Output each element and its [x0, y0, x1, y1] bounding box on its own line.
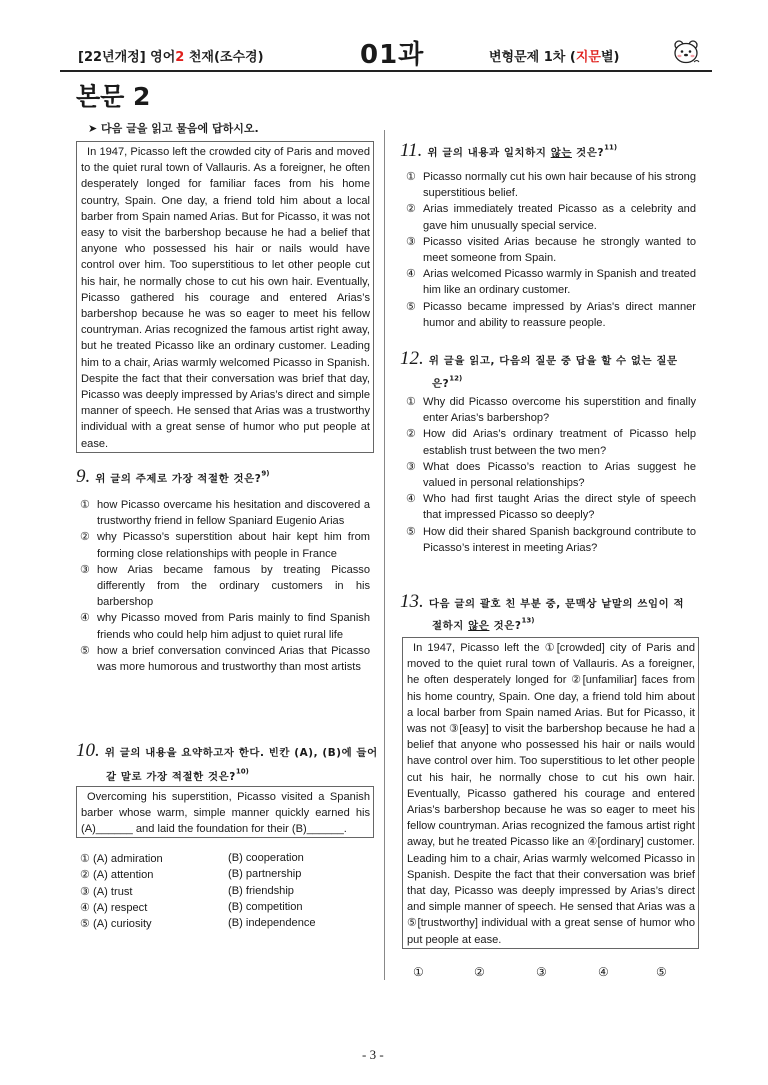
option-1[interactable]: ① how Picasso overcame his hesitation and discovered a trustworthy friend in fellow Spaniard Eugenio Arias [80, 499, 370, 528]
option-1[interactable]: ① (A) admiration [80, 853, 163, 865]
question-12-title-line2: 은?$^{12)}$ [432, 374, 463, 390]
option-2[interactable]: ② How did Arias’s ordinary treatment of Picasso help establish trust between the two men? [406, 428, 696, 457]
question-12-title: 12. 위 글을 읽고, 다음의 질문 중 답을 할 수 없는 질문 [400, 348, 678, 369]
section-title: 본문 2 [76, 82, 151, 111]
instruction: ➤ 다음 글을 읽고 물음에 답하시오. [88, 122, 259, 135]
question-13-title-line2: 절하지 않은 것은?$^{13)}$ [432, 616, 535, 632]
option-2-b: (B) partnership [228, 868, 302, 881]
option-5[interactable]: ⑤ Picasso became impressed by Arias's direct manner humor and ability to reassure people. [406, 300, 696, 329]
option-3[interactable]: ③ (A) trust [80, 885, 133, 898]
answer-mark-4[interactable]: ④ [598, 965, 609, 979]
question-9-options [80, 497, 370, 675]
option-1[interactable]: ① Why did Picasso overcome his superstition and finally enter Arias’s barbershop? [406, 396, 696, 425]
option-5[interactable]: ⑤ how a brief conversation convinced Arias that Picasso was more humorous and trustworthy than most artists [80, 644, 370, 674]
summary-box: Overcoming his superstition, Picasso visited a Spanish barber whose warm, simple manner quickly earned his (A)______ and laid the foundation for their (B)______. [76, 786, 374, 838]
option-3-b: (B) friendship [228, 884, 294, 897]
option-4[interactable]: ④ Arias welcomed Picasso warmly in Spanish and treated him like an ordinary customer. [406, 268, 696, 297]
option-1-b: (B) cooperation [228, 852, 304, 864]
option-3[interactable]: ③ Picasso visited Arias because he strongly wanted to meet someone from Spain. [406, 235, 696, 265]
lesson-title: 01과 [360, 40, 425, 70]
question-13-title: 13. 다음 글의 괄호 친 부분 중, 문맥상 낱말의 쓰임이 적 [400, 591, 685, 612]
passage-box-13: In 1947, Picasso left the ①[crowded] city of Paris and moved to the quiet rural town of Vallauris. As a foreigner, he often desperately longed for ②[unfamiliar] faces from his home country, Spain. One day, a friend told him about a local barber from Spain named Arias. But for Picasso, it was not ③[easy] to visit the barbershop because he had a belief that anyone who possessed his hair or nails would have control over him. Too superstitious to let other people cut his hair, he normally chose to cut his own hair. Eventually, Picasso gathered his courage and entered Arias’s barbershop because he was so eager to meet his fellow countryman. Arias recognized the famous artist right away, but he treated Picasso like an ④[ordinary] customer. Leading him to a chair, Arias warmly welcomed Picasso in Spanish. Despite the fact that their conversation was brief that day, Picasso was deeply impressed by Arias’s direct and simple manner of speech. He sensed that Arias was a ⑤[trustworthy] individual with a great sense of humor who put people at ease. [402, 637, 699, 949]
option-4[interactable]: ④ why Picasso moved from Paris mainly to find Spanish friends who could help him adjust to quiet rural life [80, 612, 370, 641]
option-2[interactable]: ② why Picasso’s superstition about hair kept him from forming close relationships with people in France [80, 531, 370, 560]
option-4[interactable]: ④ Who had first taught Arias the direct style of speech that impressed Picasso so deeply? [406, 493, 696, 522]
question-10-title: 10. 위 글의 내용을 요약하고자 한다. 빈칸 (A), (B)에 들어 [76, 740, 378, 761]
option-5-b: (B) independence [228, 917, 316, 930]
option-2[interactable]: ② (A) attention [80, 869, 154, 882]
question-12-options [406, 394, 696, 556]
answer-mark-2[interactable]: ② [474, 965, 485, 979]
column-divider [384, 130, 385, 980]
book-title: [22년개정] 영어2 천재(조수경) [78, 50, 264, 65]
bear-mascot-icon [672, 38, 700, 66]
option-5[interactable]: ⑤ (A) curiosity [80, 918, 152, 931]
option-5[interactable]: ⑤ How did their shared Spanish background contribute to Picasso’s interest in meeting Arias? [406, 525, 696, 554]
question-11-options [406, 169, 696, 331]
exam-type: 변형문제 1차 (지문별) [489, 50, 620, 65]
option-4-b: (B) competition [228, 900, 303, 913]
answer-mark-3[interactable]: ③ [536, 965, 547, 979]
question-10-options-b [228, 852, 368, 933]
option-3[interactable]: ③ What does Picasso’s reaction to Arias suggest he valued in personal relationships? [406, 460, 696, 490]
header-divider [60, 70, 712, 72]
option-3[interactable]: ③ how Arias became famous by treating Picasso differently from the ordinary customers in his barbershop [80, 563, 370, 609]
option-2[interactable]: ② Arias immediately treated Picasso as a celebrity and gave him unusually special service. [406, 203, 696, 232]
passage-box: In 1947, Picasso left the crowded city of Paris and moved to the quiet rural town of Vallauris. As a foreigner, he often desperately longed for familiar faces from his home country, Spain. One day, a friend told him about a local barber from Spain named Arias. But for Picasso, it was not easy to visit the barbershop because he had a belief that anyone who possessed his hair or nails would have control over him. Too superstitious to let other people cut his hair, he normally chose to cut his own hair. Eventually, Picasso gathered his courage and entered Arias’s barbershop because he was so eager to meet his fellow countryman. Arias recognized the famous artist right away, but he treated Picasso like an ordinary customer. Leading him to a chair, Arias warmly welcomed Picasso in Spanish. Despite the fact that their conversation was brief that day, Picasso was deeply impressed by Arias’s direct and simple manner of speech. He sensed that Arias was a trustworthy individual with a great sense of humor who put people at ease. [76, 141, 374, 453]
question-11-title: 11. 위 글의 내용과 일치하지 않는 것은?$^{11)}$ [400, 140, 618, 161]
question-10-options-a [80, 852, 220, 933]
answer-mark-5[interactable]: ⑤ [656, 965, 667, 979]
question-10-title-line2: 갈 말로 가장 적절한 것은?$^{10)}$ [106, 767, 249, 783]
option-1[interactable]: ① Picasso normally cut his own hair because of his strong superstitious belief. [406, 171, 696, 200]
option-4[interactable]: ④ (A) respect [80, 901, 148, 914]
question-9-title: 9. 위 글의 주제로 가장 적절한 것은?$^{9)}$ [76, 466, 270, 487]
answer-mark-1[interactable]: ① [413, 965, 424, 979]
page-number: - 3 - [362, 1047, 384, 1062]
